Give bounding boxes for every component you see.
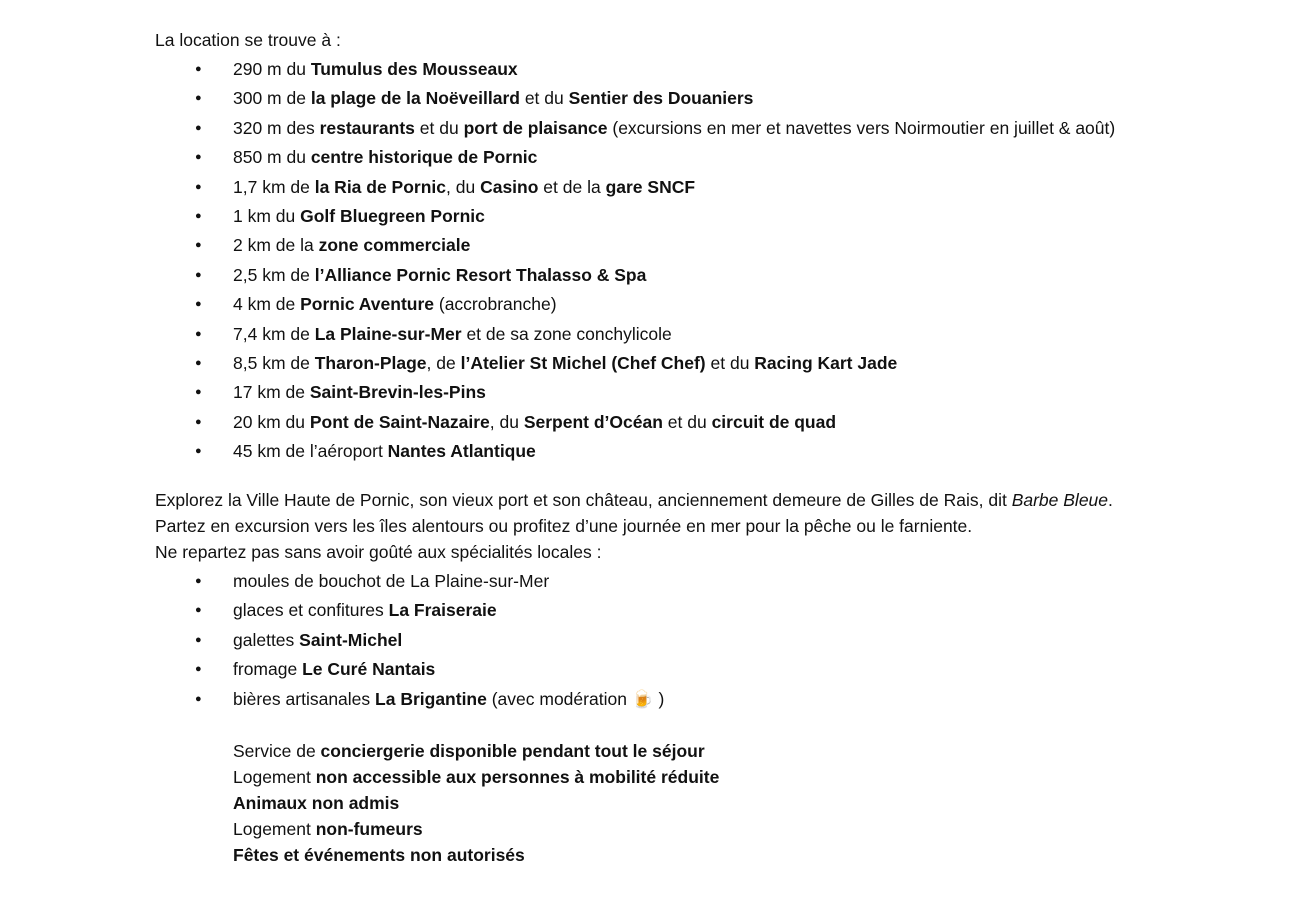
- explore-paragraph: [155, 487, 1145, 539]
- text-run: fromage: [233, 659, 303, 680]
- text-run: moules de bouchot de La Plaine-sur-Mer: [233, 571, 550, 592]
- text-run: et du: [705, 352, 755, 373]
- list-item: [155, 627, 1145, 653]
- beer-mug-icon: 🍺: [631, 689, 654, 710]
- rule-line: [233, 790, 1145, 816]
- text-run: et du: [519, 88, 569, 109]
- italic-text: Barbe Bleue: [1011, 490, 1109, 511]
- text-run: Service de: [233, 740, 321, 761]
- bold-text: Saint-Michel: [299, 629, 403, 650]
- bold-text: non-fumeurs: [315, 818, 423, 839]
- bold-text: Casino: [480, 176, 539, 197]
- bold-text: circuit de quad: [711, 411, 837, 432]
- bold-text: l’Atelier St Michel (Chef Chef): [460, 352, 706, 373]
- bold-text: Fêtes et événements non autorisés: [233, 844, 525, 865]
- list-item: [155, 568, 1145, 594]
- list-item: [155, 656, 1145, 682]
- list-item: [155, 115, 1145, 141]
- text-run: ): [653, 688, 665, 709]
- list-item: [155, 85, 1145, 111]
- text-run: 8,5 km de: [233, 352, 315, 373]
- bold-text: port de plaisance: [463, 117, 608, 138]
- text-run: et de sa zone conchylicole: [461, 323, 672, 344]
- text-run: 320 m des: [233, 117, 320, 138]
- list-item: [155, 232, 1145, 258]
- list-item: [155, 321, 1145, 347]
- document-body: [155, 27, 1145, 868]
- list-item: [155, 350, 1145, 376]
- list-item: [155, 174, 1145, 200]
- bold-text: La Plaine-sur-Mer: [314, 323, 462, 344]
- text-run: 1,7 km de: [233, 176, 315, 197]
- text-run: (excursions en mer et navettes vers Noirmoutier en juillet & août): [607, 117, 1116, 138]
- specialties-list: [155, 568, 1145, 713]
- bold-text: Nantes Atlantique: [387, 441, 536, 462]
- specialties-intro: Ne repartez pas sans avoir goûté aux spécialités locales :: [155, 542, 602, 563]
- bold-text: Pont de Saint-Nazaire: [309, 411, 490, 432]
- text-run: 2 km de la: [233, 235, 319, 256]
- bold-text: Pornic Aventure: [300, 294, 434, 315]
- rule-line: [233, 764, 1145, 790]
- bold-text: La Fraiseraie: [388, 600, 497, 621]
- list-item: [155, 291, 1145, 317]
- text-run: (accrobranche): [434, 294, 557, 315]
- bold-text: la Ria de Pornic: [314, 176, 447, 197]
- bold-text: conciergerie disponible pendant tout le séjour: [320, 740, 705, 761]
- list-item: [155, 597, 1145, 623]
- bold-text: zone commerciale: [318, 235, 471, 256]
- text-run: 20 km du: [233, 411, 310, 432]
- text-run: (avec modération: [486, 688, 632, 709]
- bold-text: Animaux non admis: [233, 792, 400, 813]
- text-run: 300 m de: [233, 88, 311, 109]
- text-run: 45 km de l’aéroport: [233, 441, 388, 462]
- bold-text: non accessible aux personnes à mobilité réduite: [315, 766, 720, 787]
- bold-text: la plage de la Noëveillard: [310, 88, 520, 109]
- bold-text: Serpent d’Océan: [523, 411, 663, 432]
- bold-text: Sentier des Douaniers: [568, 88, 754, 109]
- text-run: Logement: [233, 766, 316, 787]
- list-item: [155, 203, 1145, 229]
- bold-text: Golf Bluegreen Pornic: [300, 205, 485, 226]
- text-run: , du: [446, 176, 481, 197]
- spacer: [155, 713, 1145, 738]
- text-run: et du: [414, 117, 464, 138]
- text-run: 4 km de: [233, 294, 301, 315]
- bold-text: Saint-Brevin-les-Pins: [309, 382, 486, 403]
- text-run: Logement: [233, 818, 316, 839]
- text-run: et de la: [538, 176, 606, 197]
- bold-text: La Brigantine: [375, 688, 487, 709]
- bold-text: Le Curé Nantais: [302, 659, 436, 680]
- list-item: [155, 262, 1145, 288]
- text-run: et du: [662, 411, 712, 432]
- list-item: [155, 438, 1145, 464]
- list-item: [155, 409, 1145, 435]
- text-run: 1 km du: [233, 205, 301, 226]
- spacer: [155, 464, 1145, 487]
- bold-text: Tharon-Plage: [314, 352, 427, 373]
- location-list: [155, 56, 1145, 464]
- list-item: [155, 56, 1145, 82]
- rule-line: [233, 816, 1145, 842]
- rule-line: [233, 842, 1145, 868]
- text-run: galettes: [233, 629, 300, 650]
- text-run: 290 m du: [233, 59, 311, 79]
- bold-text: centre historique de Pornic: [310, 147, 538, 168]
- bold-text: gare SNCF: [605, 176, 696, 197]
- bold-text: Racing Kart Jade: [754, 352, 898, 373]
- location-intro: La location se trouve à :: [155, 30, 341, 50]
- text-run: glaces et confitures: [233, 600, 389, 621]
- list-item: [155, 686, 1145, 713]
- text-run: bières artisanales: [233, 688, 376, 709]
- list-item: [155, 379, 1145, 405]
- text-run: , du: [489, 411, 524, 432]
- text-run: 2,5 km de: [233, 264, 315, 285]
- bold-text: restaurants: [319, 117, 415, 138]
- bold-text: l’Alliance Pornic Resort Thalasso & Spa: [314, 264, 647, 285]
- house-rules: [155, 738, 1145, 868]
- text-run: . Partez en excursion vers les îles alentours ou profitez d’une journée en mer pour la pêche ou le farniente.: [155, 490, 1113, 537]
- rule-line: [233, 738, 1145, 764]
- text-run: Explorez la Ville Haute de Pornic, son vieux port et son château, anciennement demeure de Gilles de Rais, dit: [155, 490, 1012, 511]
- bold-text: Tumulus des Mousseaux: [310, 59, 518, 79]
- text-run: 7,4 km de: [233, 323, 315, 344]
- text-run: 850 m du: [233, 147, 311, 168]
- text-run: , de: [426, 352, 461, 373]
- list-item: [155, 144, 1145, 170]
- text-run: 17 km de: [233, 382, 310, 403]
